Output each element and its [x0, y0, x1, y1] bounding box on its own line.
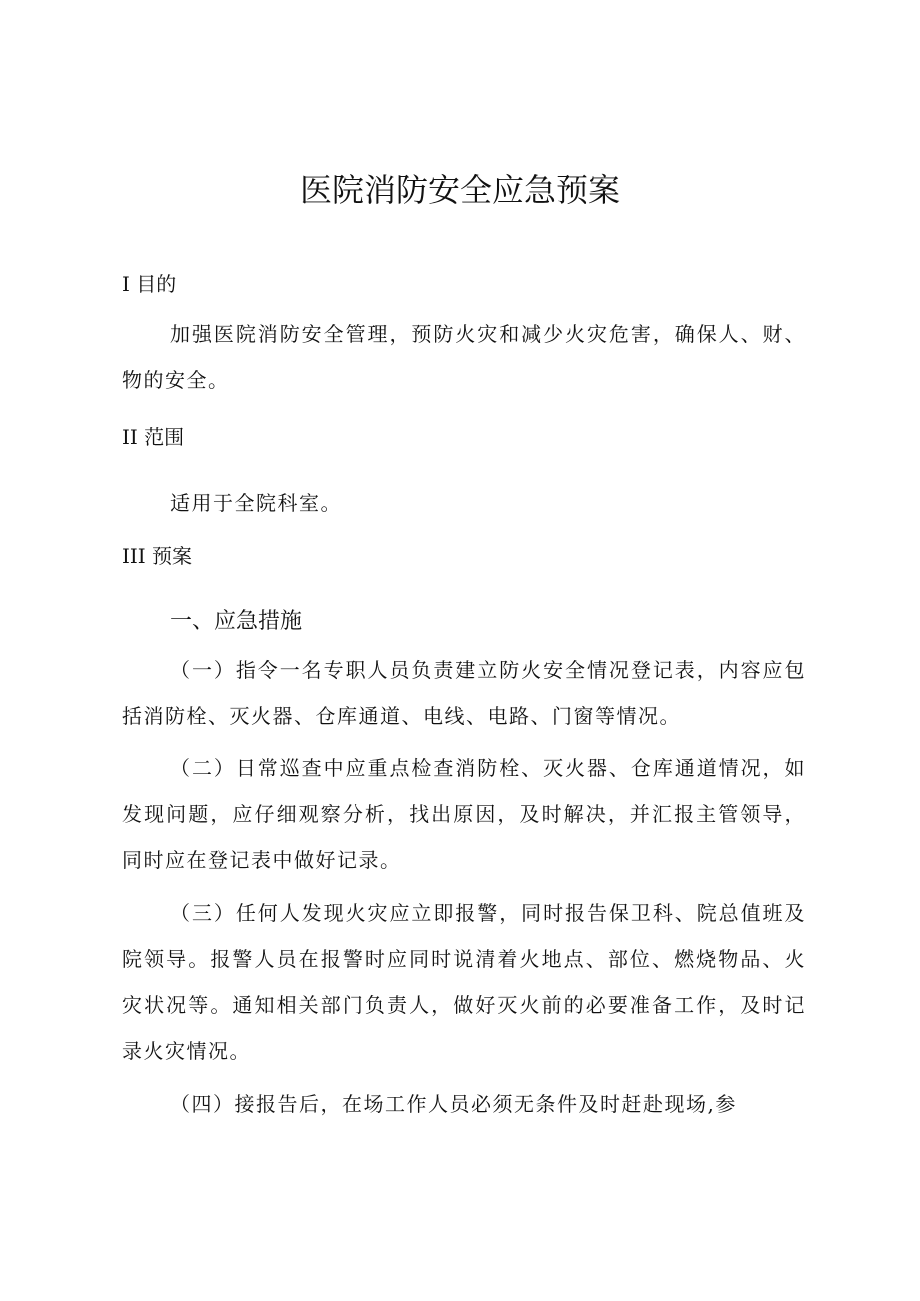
- section-body-purpose: 加强医院消防安全管理，预防火灾和减少火灾危害，确保人、财、物的安全。: [122, 322, 806, 392]
- list-item-3: （三）任何人发现火灾应立即报警，同时报告保卫科、院总值班及院领导。报警人员在报警时应同时说清着火地点、部位、燃烧物品、火灾状况等。通知相关部门负责人，做好灭火前的必要准备工作，及时记录火灾情况。: [122, 901, 806, 1063]
- section-heading-plan: III 预案: [122, 544, 193, 568]
- document-title: 医院消防安全应急预案: [299, 171, 620, 209]
- section-heading-purpose: I 目的: [122, 272, 177, 296]
- subheading-emergency-measures: 一、应急措施: [170, 609, 303, 634]
- list-item-1: （一）指令一名专职人员负责建立防火安全情况登记表，内容应包括消防栓、灭火器、仓库通道、电线、电路、门窗等情况。: [122, 658, 806, 728]
- list-item-2: （二）日常巡查中应重点检查消防栓、灭火器、仓库通道情况，如发现问题，应仔细观察分析，找出原因，及时解决，并汇报主管领导，同时应在登记表中做好记录。: [122, 756, 806, 872]
- section-heading-scope: II 范围: [122, 425, 185, 449]
- section-body-scope: 适用于全院科室。: [170, 491, 342, 515]
- list-item-4: （四）接报告后，在场工作人员必须无条件及时赶赴现场,参: [170, 1092, 737, 1116]
